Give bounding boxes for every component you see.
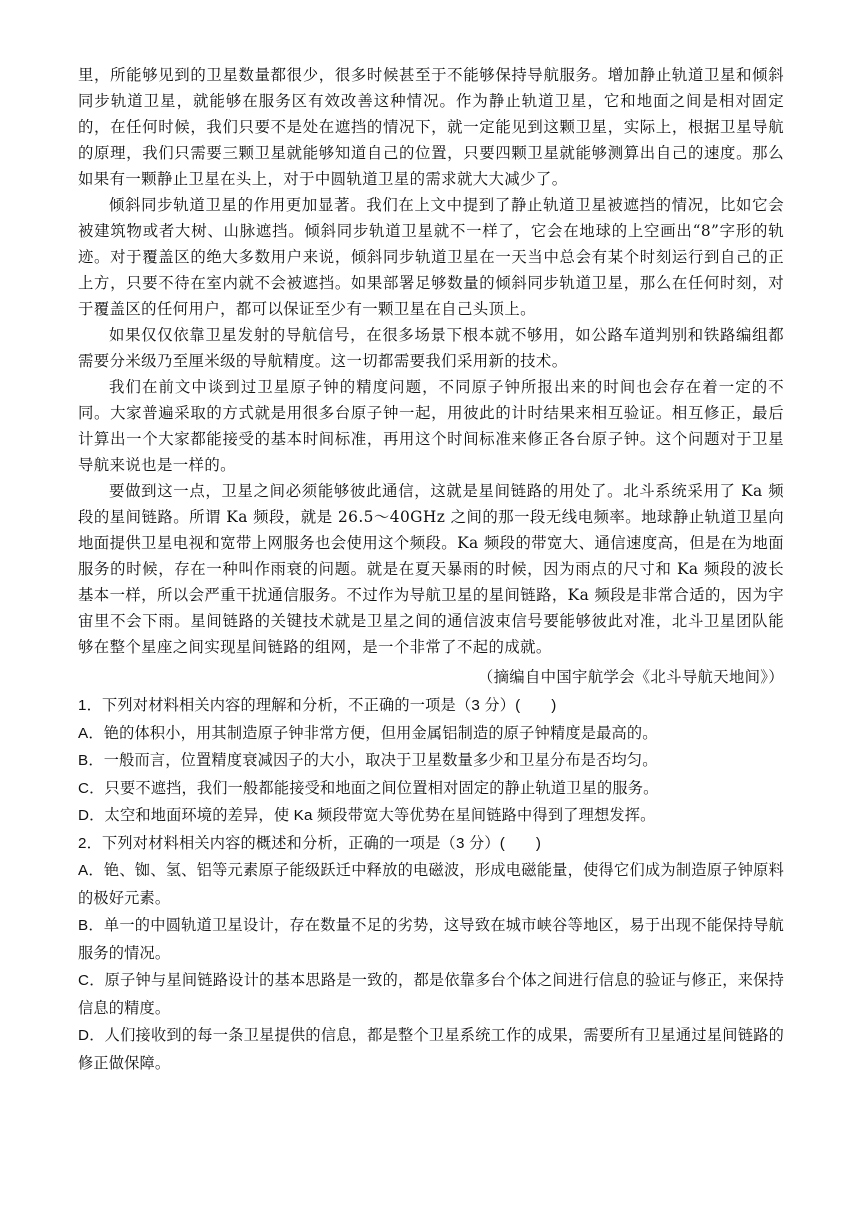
source-citation: （摘编自中国宇航学会《北斗导航天地间》）	[477, 668, 784, 686]
question-1-option-a: A．铯的体积小，用其制造原子钟非常方便，但用金属铝制造的原子钟精度是最高的。	[78, 724, 658, 742]
question-1-stem: 1．下列对材料相关内容的理解和分析，不正确的一项是（3 分）( )	[78, 697, 557, 714]
passage-paragraph-1: 里，所能够见到的卫星数量都很少，很多时候甚至于不能够保持导航服务。增加静止轨道卫星和倾斜同步轨道卫星，就能够在服务区有效改善这种情况。作为静止轨道卫星，它和地面之间是相对固定的，在任何时候，我们只要不是处在遮挡的情况下，就一定能见到这颗卫星，实际上，根据卫星导航的原理，我们只需要三颗卫星就能够知道自己的位置，只要四颗卫星就能够测算出自己的速度。那么如果有一颗静止卫星在头上，对于中圆轨道卫星的需求就大大减少了。	[78, 66, 784, 188]
question-1-option-d: D．太空和地面环境的差异，使 Ka 频段带宽大等优势在星间链路中得到了理想发挥。	[78, 807, 656, 824]
question-2-option-b: B．单一的中圆轨道卫星设计，存在数量不足的劣势，这导致在城市峡谷等地区，易于出现不能保持导航服务的情况。	[78, 917, 784, 962]
question-2-option-d: D．人们接收到的每一条卫星提供的信息，都是整个卫星系统工作的成果，需要所有卫星通过星间链路的修正做保障。	[78, 1027, 784, 1072]
document-page	[78, 62, 784, 1077]
passage-paragraph-2: 倾斜同步轨道卫星的作用更加显著。我们在上文中提到了静止轨道卫星被遮挡的情况，比如它会被建筑物或者大树、山脉遮挡。倾斜同步轨道卫星就不一样了，它会在地球的上空画出“8”字形的轨迹。对于覆盖区的绝大多数用户来说，倾斜同步轨道卫星在一天当中总会有某个时刻运行到自己的正上方，只要不待在室内就不会被遮挡。如果部署足够数量的倾斜同步轨道卫星，那么在任何时刻，对于覆盖区的任何用户，都可以保证至少有一颗卫星在自己头顶上。	[78, 196, 784, 318]
passage-paragraph-4: 我们在前文中谈到过卫星原子钟的精度问题，不同原子钟所报出来的时间也会存在着一定的不同。大家普遍采取的方式就是用很多台原子钟一起，用彼此的计时结果来相互验证。相互修正，最后计算出一个大家都能接受的基本时间标准，再用这个时间标准来修正各台原子钟。这个问题对于卫星导航来说也是一样的。	[78, 378, 784, 474]
question-2-option-a: A．铯、铷、氢、铝等元素原子能级跃迁中释放的电磁波，形成电磁能量，使得它们成为制造原子钟原料的极好元素。	[78, 862, 784, 907]
question-2-stem: 2．下列对材料相关内容的概述和分析，正确的一项是（3 分）( )	[78, 834, 542, 852]
question-1-option-c: C．只要不遮挡，我们一般都能接受和地面之间位置相对固定的静止轨道卫星的服务。	[78, 779, 659, 797]
question-1-option-b: B．一般而言，位置精度衰减因子的大小，取决于卫星数量多少和卫星分布是否均匀。	[78, 752, 658, 769]
question-2-option-c: C．原子钟与星间链路设计的基本思路是一致的，都是依靠多台个体之间进行信息的验证与修正，来保持信息的精度。	[78, 972, 784, 1017]
passage-paragraph-5: 要做到这一点，卫星之间必须能够彼此通信，这就是星间链路的用处了。北斗系统采用了 Ka 频段的星间链路。所谓 Ka 频段，就是 26.5～40GHz 之间的那一段无线电频率。地球静止轨道卫星向地面提供卫星电视和宽带上网服务也会使用这个频段。Ka 频段的带宽大、通信速度高，但是在为地面服务的时候，存在一种叫作雨衰的问题。就是在夏天暴雨的时候，因为雨点的尺寸和 Ka 频段的波长基本一样，所以会严重干扰通信服务。不过作为导航卫星的星间链路，Ka 频段是非常合适的，因为宇宙里不会下雨。星间链路的关键技术就是卫星之间的通信波束信号要能够彼此对准，北斗卫星团队能够在整个星座之间实现星间链路的组网，是一个非常了不起的成就。	[78, 482, 784, 656]
passage-paragraph-3: 如果仅仅依靠卫星发射的导航信号，在很多场景下根本就不够用，如公路车道判别和铁路编组都需要分米级乃至厘米级的导航精度。这一切都需要我们采用新的技术。	[78, 326, 784, 370]
